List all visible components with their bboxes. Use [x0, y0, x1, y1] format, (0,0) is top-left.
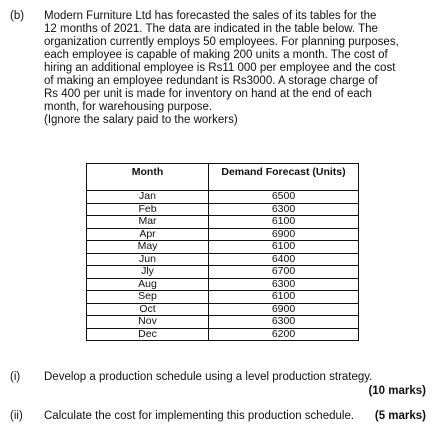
intro-line: hiring an additional employee is Rs11 000 per employee and the cost — [44, 62, 396, 74]
table-row — [87, 241, 359, 254]
table-row — [87, 328, 359, 341]
month-cell: May — [87, 241, 209, 254]
demand-cell: 6100 — [209, 216, 359, 229]
question-number: (i) — [10, 371, 21, 383]
month-cell: Aug — [87, 278, 209, 291]
demand-cell: 6900 — [209, 303, 359, 316]
demand-cell: 6300 — [209, 203, 359, 216]
month-cell: Dec — [87, 328, 209, 341]
demand-cell: 6700 — [209, 266, 359, 279]
question-text: Develop a production schedule using a level production strategy. — [44, 371, 373, 383]
table-row — [87, 291, 359, 304]
month-cell: Nov — [87, 316, 209, 329]
demand-cell: 6200 — [209, 328, 359, 341]
part-label: (b) — [10, 10, 25, 22]
demand-cell: 6300 — [209, 316, 359, 329]
intro-line: organization currently employs 50 employees. For planning purposes, — [44, 36, 399, 48]
question-text: Calculate the cost for implementing this production schedule. — [44, 410, 355, 422]
month-cell: Sep — [87, 291, 209, 304]
table-row — [87, 203, 359, 216]
table-row — [87, 228, 359, 241]
table-row — [87, 216, 359, 229]
month-cell: Oct — [87, 303, 209, 316]
demand-cell: 6500 — [209, 191, 359, 204]
column-header-month: Month — [87, 164, 209, 191]
table-row — [87, 191, 359, 204]
month-cell: Mar — [87, 216, 209, 229]
month-cell: Feb — [87, 203, 209, 216]
question-intro — [44, 10, 432, 127]
table-body — [87, 191, 359, 341]
month-cell: Apr — [87, 228, 209, 241]
column-header-demand: Demand Forecast (Units) — [209, 164, 359, 191]
question-i — [0, 371, 438, 384]
intro-line: of making an employee redundant is Rs3000. A storage charge of — [44, 75, 378, 87]
question-number: (ii) — [10, 410, 23, 422]
table-row — [87, 266, 359, 279]
demand-cell: 6400 — [209, 253, 359, 266]
table-row — [87, 278, 359, 291]
demand-cell: 6300 — [209, 278, 359, 291]
demand-cell: 6100 — [209, 291, 359, 304]
month-cell: Jly — [87, 266, 209, 279]
month-cell: Jan — [87, 191, 209, 204]
table-row — [87, 253, 359, 266]
demand-cell: 6900 — [209, 228, 359, 241]
table-row — [87, 303, 359, 316]
intro-line: (Ignore the salary paid to the workers) — [44, 114, 238, 126]
intro-line: 12 months of 2021. The data are indicated in the table below. The — [44, 23, 378, 35]
table-row — [87, 316, 359, 329]
month-cell: Jun — [87, 253, 209, 266]
intro-line: month, for warehousing purpose. — [44, 101, 213, 113]
demand-cell: 6100 — [209, 241, 359, 254]
intro-line: Modern Furniture Ltd has forecasted the sales of its tables for the — [44, 10, 377, 22]
demand-forecast-table — [86, 163, 359, 341]
demand-forecast-table-wrapper — [86, 163, 358, 341]
question-ii — [0, 410, 438, 423]
question-marks: (5 marks) — [374, 410, 426, 422]
intro-line: Rs 400 per unit is made for inventory on hand at the end of each — [44, 88, 372, 100]
intro-line: each employee is capable of making 200 units a month. The cost of — [44, 49, 388, 61]
table-header-row — [87, 164, 359, 191]
question-marks: (10 marks) — [368, 385, 426, 397]
